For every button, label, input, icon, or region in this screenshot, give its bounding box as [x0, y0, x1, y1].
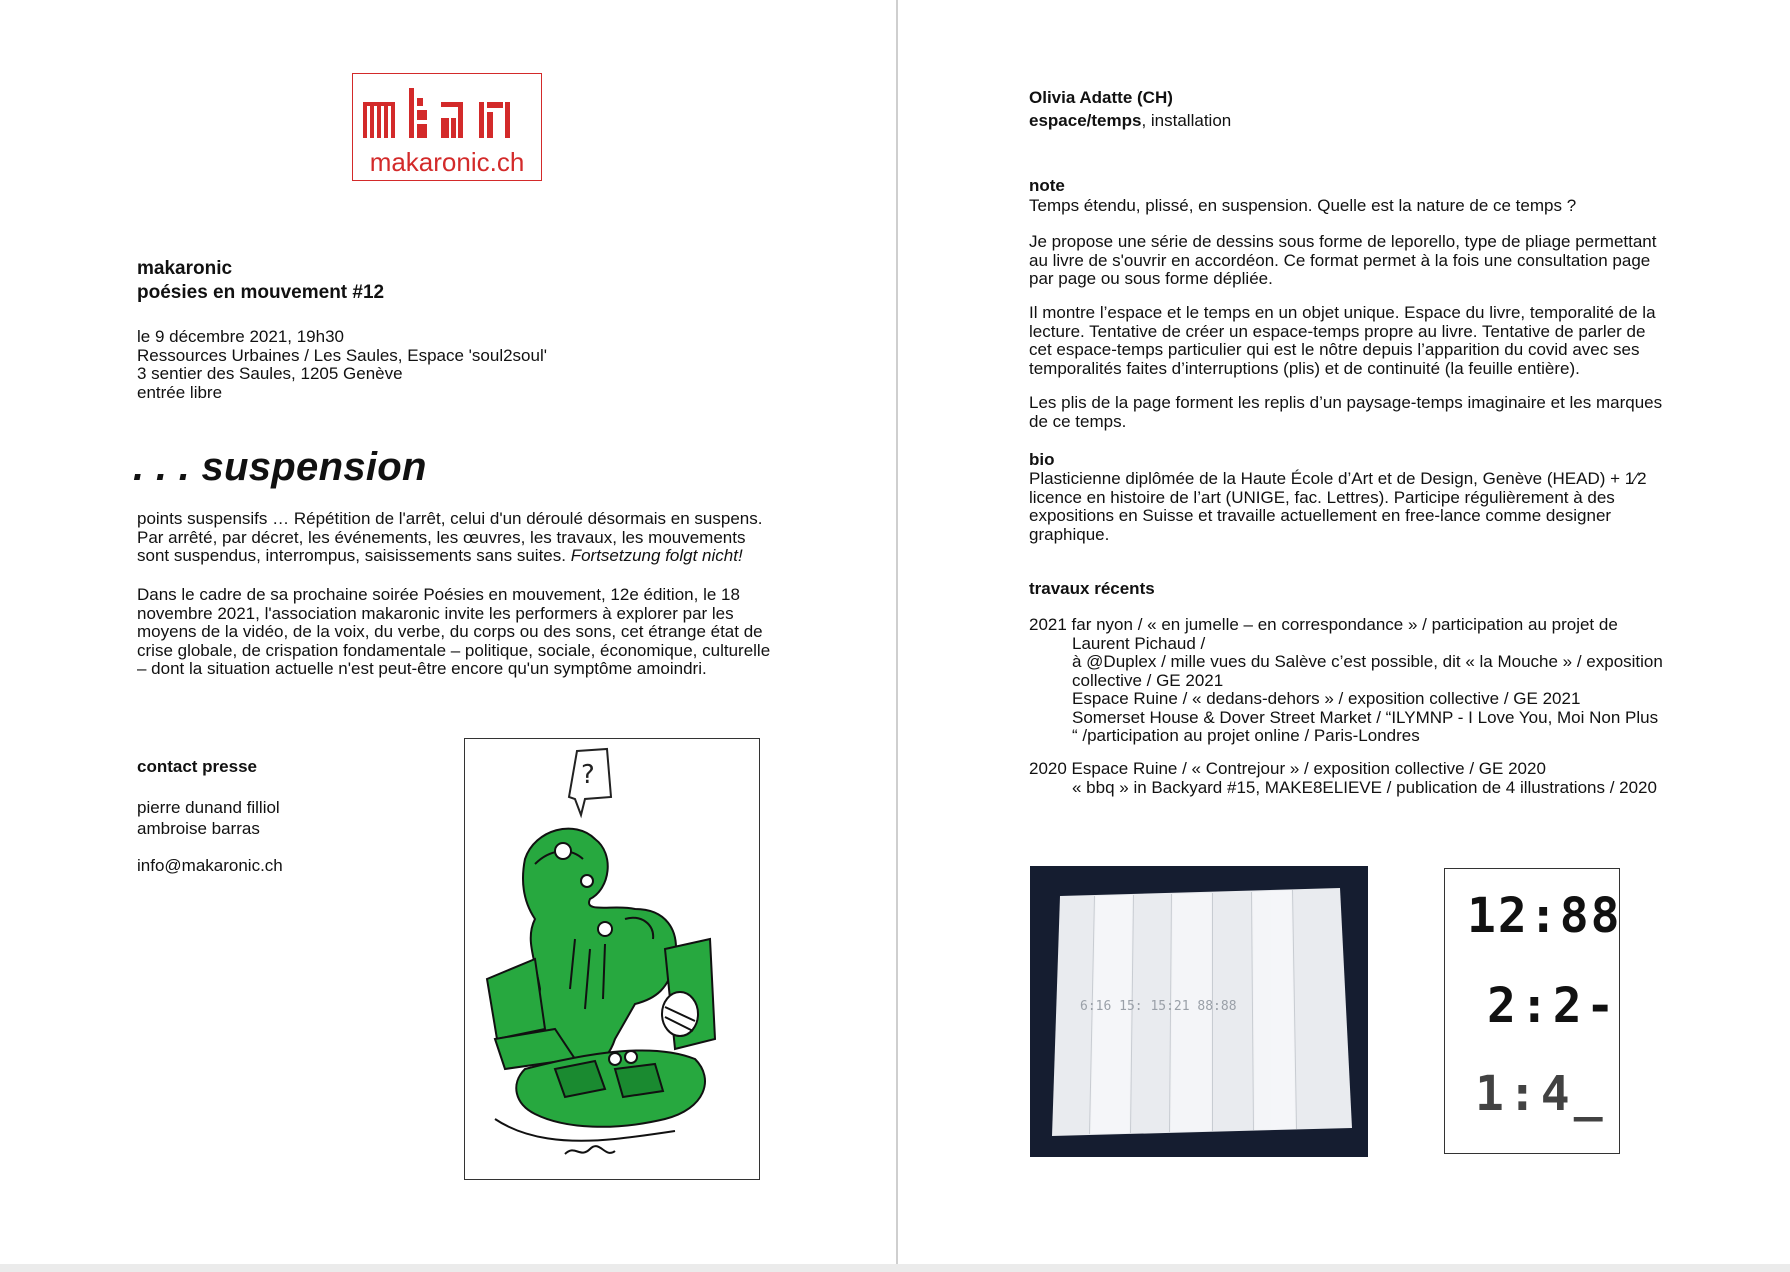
intro-paragraph [137, 510, 762, 566]
intro-last-italic: Fortsetzung folgt nicht! [570, 546, 743, 565]
body-line: crise globale, de crispation fondamentale – politique, sociale, économique, culturelle [137, 640, 771, 660]
note-line: par page ou sous forme dépliée. [1029, 269, 1273, 288]
note-p2 [1029, 233, 1657, 289]
right-page [898, 0, 1790, 1264]
bio-line: expositions en Suisse et travaille actuellement en free-lance comme designer [1029, 506, 1612, 525]
contact-title: contact presse [137, 757, 257, 776]
body-paragraph [137, 586, 770, 679]
intro-line: Par arrêté, par décret, les événements, les œuvres, les travaux, les mouvements [137, 527, 746, 547]
bio-title: bio [1029, 450, 1055, 469]
works-line: “ /participation au projet online / Paris-Londres [1072, 726, 1420, 745]
makaronic-bars-logo-icon [359, 88, 535, 140]
work-title [1029, 112, 1231, 131]
headline: . . . suspension [133, 445, 427, 489]
bio-line: Plasticienne diplômée de la Haute École d’Art et de Design, Genève (HEAD) + 1⁄2 [1029, 469, 1647, 488]
artist-name: Olivia Adatte (CH) [1029, 88, 1173, 107]
note-line: Les plis de la page forment les replis d’un paysage-temps imaginaire et les marques [1029, 393, 1663, 412]
illustration-frame [464, 738, 760, 1180]
works-2021 [1029, 616, 1663, 746]
note-line: cet espace-temps particulier qui est le nôtre depuis l’apparition du covid avec ses [1029, 340, 1640, 359]
event-entry: entrée libre [137, 382, 223, 402]
clock-line: 1:4_ [1475, 1066, 1607, 1122]
works-line: 2020 Espace Ruine / « Contrejour » / exposition collective / GE 2020 [1029, 759, 1546, 778]
works-2020 [1029, 760, 1657, 797]
leporello-digits: 6:16 15: 15:21 88:88 [1080, 999, 1237, 1014]
body-line: novembre 2021, l'association makaronic invite les performers à explorer par les [137, 603, 734, 623]
note-line: Il montre l’espace et le temps en un objet unique. Espace du livre, temporalité de la [1029, 303, 1656, 322]
green-figure-illustration [465, 739, 759, 1179]
work-title-bold: espace/temps [1029, 111, 1142, 130]
contact-list [137, 797, 280, 839]
note-line: Temps étendu, plissé, en suspension. Quelle est la nature de ce temps ? [1029, 196, 1577, 215]
works-line: à @Duplex / mille vues du Salève c’est possible, dit « la Mouche » / exposition [1072, 652, 1663, 671]
speech-mark: ? [581, 760, 595, 790]
body-line: – dont la situation actuelle n'est peut-être encore qu'un symptôme amoindri. [137, 659, 707, 678]
contact-email[interactable]: info@makaronic.ch [137, 856, 283, 875]
note-p3 [1029, 304, 1656, 378]
clock-digits-photo [1444, 868, 1620, 1154]
event-venue: Ressources Urbaines / Les Saules, Espace 'soul2soul' [137, 345, 547, 365]
works-line: Somerset House & Dover Street Market / “ILYMNP - I Love You, Moi Non Plus [1072, 707, 1659, 727]
contact-name: ambroise barras [137, 819, 260, 838]
note-p4 [1029, 394, 1662, 431]
intro-line [137, 547, 762, 566]
note-title: note [1029, 176, 1065, 195]
works-line: Espace Ruine / « dedans-dehors » / exposition collective / GE 2021 [1072, 689, 1581, 708]
makaronic-logo [352, 73, 542, 181]
left-page [0, 0, 896, 1264]
org-name: makaronic [137, 258, 233, 279]
works-line: collective / GE 2021 [1072, 670, 1224, 690]
work-title-rest: , installation [1141, 111, 1232, 130]
works-line: « bbq » in Backyard #15, MAKE8ELIEVE / publication de 4 illustrations / 2020 [1072, 777, 1657, 797]
intro-last-plain: sont suspendus, interrompus, saisissements sans suites. [137, 546, 571, 565]
event-address: 3 sentier des Saules, 1205 Genève [137, 364, 403, 383]
note-line: au livre de s'ouvrir en accordéon. Ce format permet à la fois une consultation page [1029, 250, 1651, 270]
event-info [137, 328, 547, 402]
note-line: Je propose une série de dessins sous forme de leporello, type de pliage permettant [1029, 232, 1657, 251]
event-title: poésies en mouvement #12 [137, 282, 385, 303]
note-p1 [1029, 197, 1576, 216]
note-line: lecture. Tentative de créer un espace-temps propre au livre. Tentative de parler de [1029, 321, 1646, 341]
works-title: travaux récents [1029, 579, 1155, 598]
bio-line: licence en histoire de l’art (UNIGE, fac. Lettres). Participe régulièrement à des [1029, 487, 1615, 507]
logo-text: makaronic.ch [369, 147, 525, 177]
leporello-paper-image [1030, 866, 1368, 1157]
contact-name: pierre dunand filliol [137, 798, 280, 817]
note-line: de ce temps. [1029, 411, 1127, 431]
event-date: le 9 décembre 2021, 19h30 [137, 327, 344, 346]
body-line: Dans le cadre de sa prochaine soirée Poésies en mouvement, 12e édition, le 18 [137, 585, 740, 604]
bio-line: graphique. [1029, 524, 1110, 544]
bio-paragraph [1029, 470, 1647, 544]
clock-line: 2:2- [1487, 978, 1619, 1034]
intro-line: points suspensifs … Répétition de l'arrêt, celui d'un déroulé désormais en suspens. [137, 509, 763, 528]
clock-line: 12:88 [1467, 888, 1622, 944]
body-line: moyens de la vidéo, de la voix, du verbe, du corps ou des sons, cet étrange état de [137, 622, 763, 641]
note-line: temporalités faites d’interruptions (plis) et de continuité (la feuille entière). [1029, 358, 1580, 378]
works-line: 2021 far nyon / « en jumelle – en correspondance » / participation au projet de [1029, 615, 1618, 634]
works-line: Laurent Pichaud / [1072, 633, 1206, 653]
leporello-photo [1030, 866, 1368, 1157]
